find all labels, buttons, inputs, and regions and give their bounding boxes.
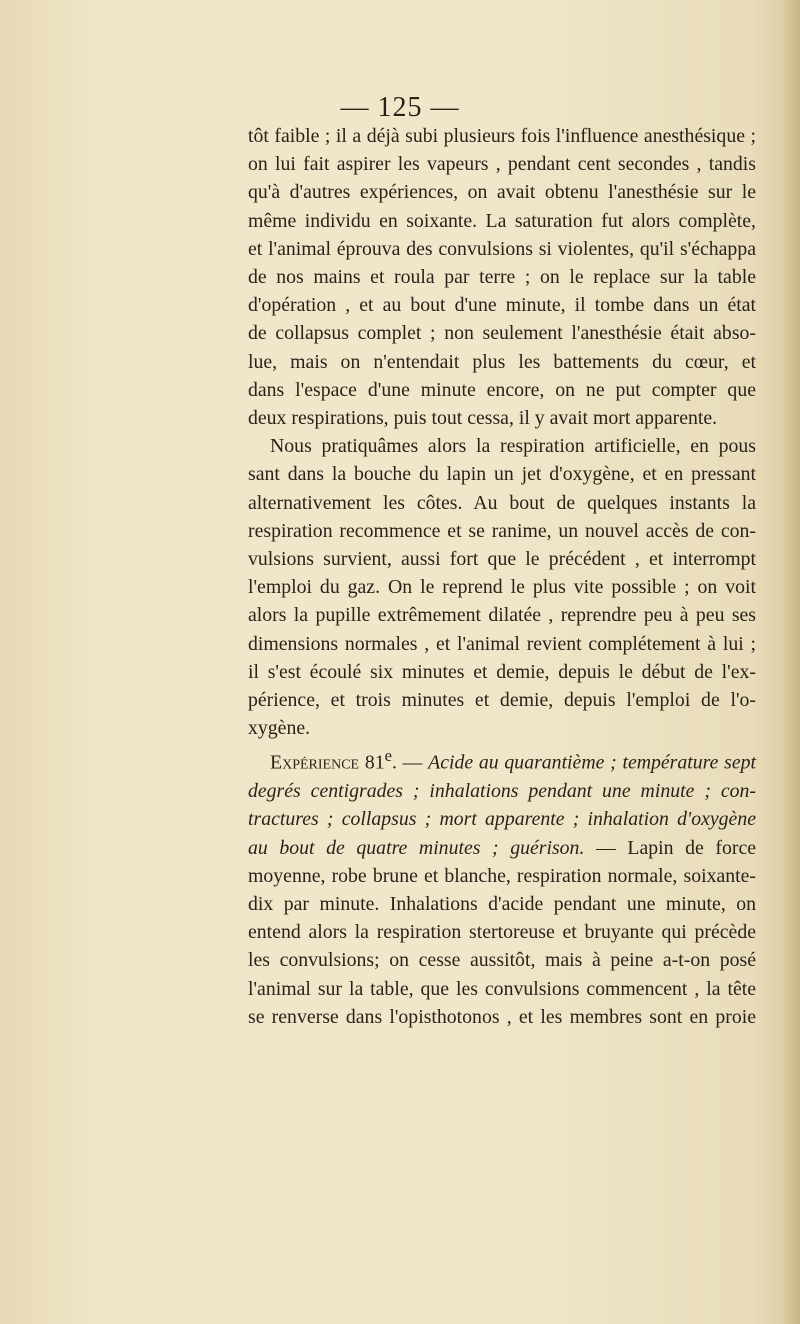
experiment-dash: . — (391, 752, 423, 775)
text-line: de nos mains et roula par terre ; on le replace sur la table (248, 266, 756, 289)
text-line: et l'animal éprouva des convulsions si violentes, qu'il s'échappa (248, 237, 756, 260)
text-line: deux respirations, puis tout cessa, il y avait mort apparente. (248, 407, 718, 430)
text-line: tôt faible ; il a déjà subi plusieurs fois l'influence anesthésique ; (248, 125, 756, 147)
page-number: — 125 — (340, 92, 460, 123)
text-line: lue, mais on n'entendait plus les battements du cœur, et (248, 350, 756, 373)
text-line: l'emploi du gaz. On le reprend le plus vite possible ; on voit (248, 576, 756, 599)
text-line: moyenne, robe brune et blanche, respiration normale, soixante- (248, 864, 756, 887)
experiment-title-segment: degrés centigrades ; inhalations pendant une minute ; con- (248, 780, 756, 803)
experiment-heading-line (248, 742, 756, 777)
text-line: entend alors la respiration stertoreuse et bruyante qui précède (248, 921, 756, 944)
text-line: il s'est écoulé six minutes et demie, depuis le début de l'ex- (248, 660, 756, 683)
text-line: alors la pupille extrêmement dilatée , reprendre peu à peu ses (248, 604, 756, 627)
experiment-title-segment: tractures ; collapsus ; mort apparente ; inhalation d'oxygène (248, 808, 756, 831)
experiment-title-line (248, 777, 756, 805)
text-line: périence, et trois minutes et demie, depuis l'emploi de l'o- (248, 689, 756, 712)
text-line: dans l'espace d'une minute encore, on ne put compter que (248, 378, 756, 401)
experiment-label: Expérience (270, 752, 360, 775)
experiment-title-line (248, 834, 756, 862)
text-line: respiration recommence et se ranime, un nouvel accès de con- (248, 519, 756, 542)
text-line: dimensions normales , et l'animal revient complétement à lui ; (248, 632, 756, 655)
experiment-after-title: — Lapin de force (584, 836, 756, 859)
text-line: on lui fait aspirer les vapeurs , pendant cent secondes , tandis (248, 153, 756, 176)
text-line: dix par minute. Inhalations d'acide pendant une minute, on (248, 893, 756, 916)
text-line: l'animal sur la table, que les convulsions commencent , la tête (248, 977, 756, 1000)
experiment-title-segment: Acide au quarantième ; température sept (428, 752, 756, 775)
text-line: de collapsus complet ; non seulement l'anesthésie était abso- (248, 322, 756, 345)
page-edge-shadow (782, 0, 800, 1324)
experiment-number-suffix: e (384, 746, 392, 766)
text-line: d'opération , et au bout d'une minute, il tombe dans un état (248, 294, 756, 317)
page-body (248, 122, 756, 1031)
experiment-title-line (248, 805, 756, 833)
text-line: vulsions survient, aussi fort que le précédent , et interrompt (248, 548, 756, 571)
text-line: xygène. (248, 717, 311, 740)
text-line: même individu en soixante. La saturation fut alors complète, (248, 209, 756, 232)
experiment-number: 81 (364, 752, 385, 775)
text-line: se renverse dans l'opisthotonos , et les membres sont en proie (248, 1005, 756, 1028)
experiment-title-segment: au bout de quatre minutes ; guérison. (248, 836, 585, 859)
text-line: Nous pratiquâmes alors la respiration artificielle, en pous (270, 435, 756, 458)
text-line: qu'à d'autres expériences, on avait obtenu l'anesthésie sur le (248, 181, 756, 204)
text-line: alternativement les côtes. Au bout de quelques instants la (248, 491, 756, 514)
text-line: sant dans la bouche du lapin un jet d'oxygène, et en pressant (248, 463, 756, 486)
text-line: les convulsions; on cesse aussitôt, mais à peine a-t-on posé (248, 949, 756, 972)
